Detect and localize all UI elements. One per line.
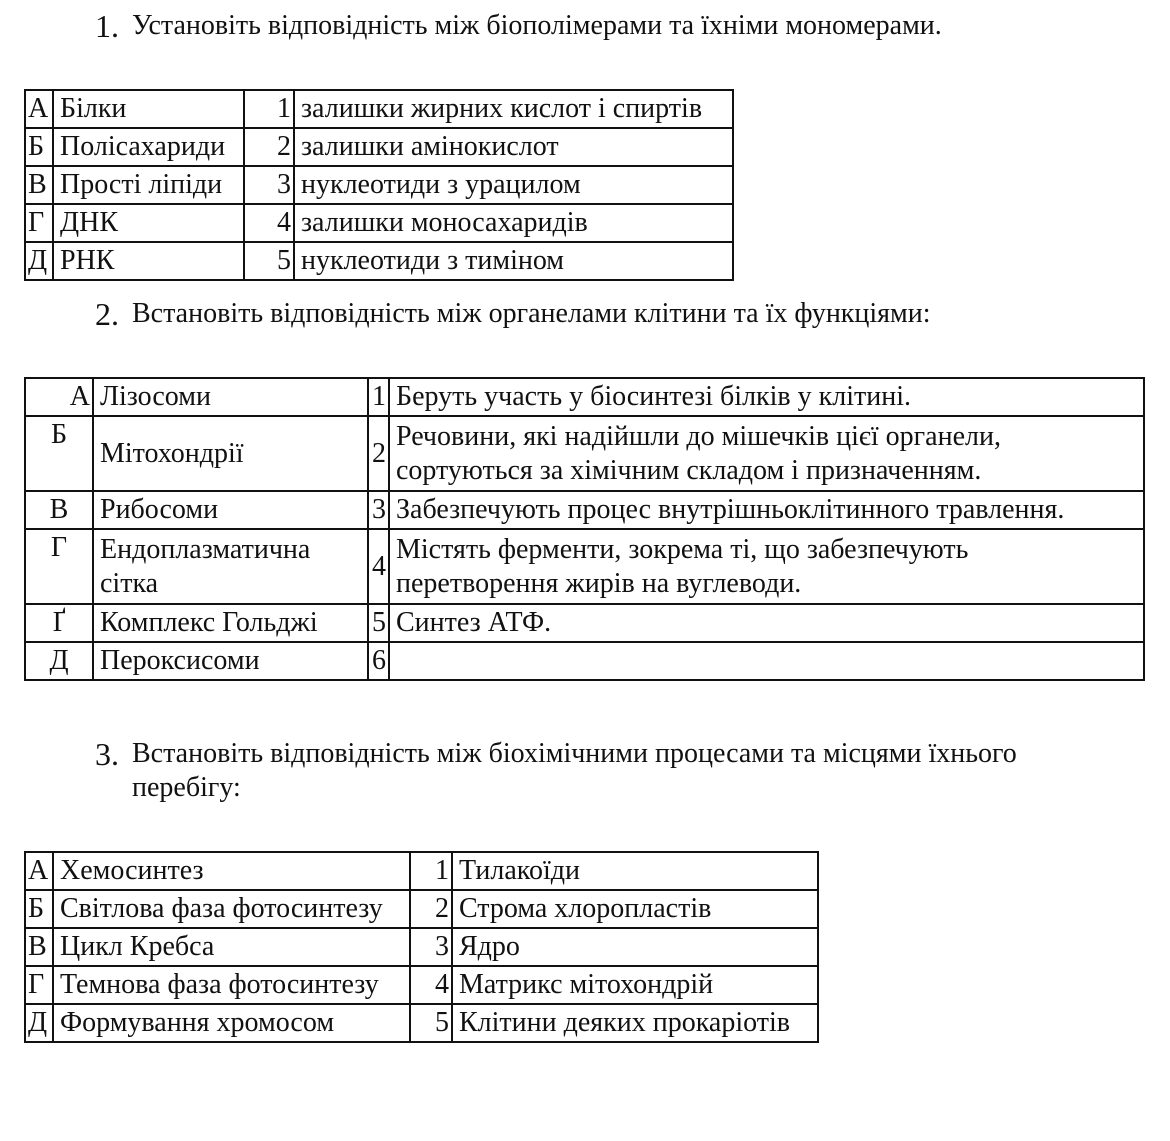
- row-number: 2: [244, 128, 294, 166]
- row-item: Формування хромосом: [53, 1004, 410, 1042]
- row-letter: В: [25, 928, 53, 966]
- row-letter: Г: [25, 204, 53, 242]
- row-description: Містять ферменти, зокрема ті, що забезпечують перетворення жирів на вуглеводи.: [389, 529, 1144, 604]
- row-description: залишки жирних кислот і спиртів: [294, 90, 733, 128]
- row-item: ДНК: [53, 204, 244, 242]
- table-row: [25, 378, 1144, 416]
- row-number: 2: [410, 890, 452, 928]
- table-row: [25, 1004, 818, 1042]
- question-3-text: Встановіть відповідність між біохімічними процесами та місцями їхнього перебігу:: [132, 738, 1017, 803]
- table-row: [25, 890, 818, 928]
- row-description: Матрикс мітохондрій: [452, 966, 818, 1004]
- row-letter: Б: [25, 890, 53, 928]
- table-row: [25, 204, 733, 242]
- row-item: Лізосоми: [93, 378, 368, 416]
- row-number: 5: [410, 1004, 452, 1042]
- table-row: [25, 928, 818, 966]
- row-item: Пероксисоми: [93, 642, 368, 680]
- row-letter: Д: [25, 642, 93, 680]
- row-description: Ядро: [452, 928, 818, 966]
- table-row: [25, 491, 1144, 529]
- question-3-number: 3.: [95, 736, 119, 772]
- table-question-2: [24, 377, 1145, 681]
- row-description: нуклеотиди з урацилом: [294, 166, 733, 204]
- row-description: Строма хлоропластів: [452, 890, 818, 928]
- row-item: Мітохондрії: [93, 416, 368, 491]
- row-number: 1: [368, 378, 389, 416]
- row-description: Синтез АТФ.: [389, 604, 1144, 642]
- row-item: Полісахариди: [53, 128, 244, 166]
- row-letter: Б: [25, 128, 53, 166]
- row-item: Світлова фаза фотосинтезу: [53, 890, 410, 928]
- table-row: [25, 604, 1144, 642]
- question-1-text: Установіть відповідність між біополімерами та їхніми мономерами.: [132, 10, 942, 41]
- row-letter: А: [25, 852, 53, 890]
- question-1-title: [95, 9, 942, 46]
- row-letter: В: [25, 166, 53, 204]
- table-row: [25, 852, 818, 890]
- table-row: [25, 966, 818, 1004]
- row-item: Прості ліпіди: [53, 166, 244, 204]
- row-description: залишки моносахаридів: [294, 204, 733, 242]
- row-description: Забезпечують процес внутрішньоклітинного травлення.: [389, 491, 1144, 529]
- row-description: Тилакоїди: [452, 852, 818, 890]
- question-2-text: Встановіть відповідність між органелами клітини та їх функціями:: [132, 298, 931, 329]
- question-1-number: 1.: [95, 8, 119, 44]
- row-number: 4: [410, 966, 452, 1004]
- row-letter: Б: [25, 416, 93, 491]
- table-row: [25, 529, 1144, 604]
- row-item: Цикл Кребса: [53, 928, 410, 966]
- row-number: 2: [368, 416, 389, 491]
- row-number: 6: [368, 642, 389, 680]
- row-item: РНК: [53, 242, 244, 280]
- row-number: 3: [244, 166, 294, 204]
- table-question-1: [24, 89, 734, 281]
- row-letter: Д: [25, 242, 53, 280]
- row-item: Рибосоми: [93, 491, 368, 529]
- row-description: Речовини, які надійшли до мішечків цієї органели, сортуються за хімічним складом і призначенням.: [389, 416, 1144, 491]
- row-item: Ендоплазматична сітка: [93, 529, 368, 604]
- table-row: [25, 90, 733, 128]
- table-question-3: [24, 851, 819, 1043]
- table-row: [25, 128, 733, 166]
- row-description: Беруть участь у біосинтезі білків у клітині.: [389, 378, 1144, 416]
- row-number: 4: [244, 204, 294, 242]
- table-row: [25, 416, 1144, 491]
- row-item: Комплекс Гольджі: [93, 604, 368, 642]
- row-number: 4: [368, 529, 389, 604]
- row-number: 3: [410, 928, 452, 966]
- row-item: Білки: [53, 90, 244, 128]
- question-2-title: [95, 297, 931, 334]
- row-description: залишки амінокислот: [294, 128, 733, 166]
- row-letter: А: [25, 90, 53, 128]
- row-description: [389, 642, 1144, 680]
- question-2-number: 2.: [95, 296, 119, 332]
- table-row: [25, 166, 733, 204]
- row-number: 5: [368, 604, 389, 642]
- row-letter: Ґ: [25, 604, 93, 642]
- question-3-title: [95, 737, 1092, 805]
- table-row: [25, 642, 1144, 680]
- row-letter: Г: [25, 529, 93, 604]
- row-number: 1: [410, 852, 452, 890]
- row-item: Хемосинтез: [53, 852, 410, 890]
- row-number: 3: [368, 491, 389, 529]
- row-number: 5: [244, 242, 294, 280]
- row-letter: А: [25, 378, 93, 416]
- row-number: 1: [244, 90, 294, 128]
- row-item: Темнова фаза фотосинтезу: [53, 966, 410, 1004]
- row-letter: Г: [25, 966, 53, 1004]
- row-letter: Д: [25, 1004, 53, 1042]
- row-letter: В: [25, 491, 93, 529]
- row-description: Клітини деяких прокаріотів: [452, 1004, 818, 1042]
- table-row: [25, 242, 733, 280]
- row-description: нуклеотиди з тиміном: [294, 242, 733, 280]
